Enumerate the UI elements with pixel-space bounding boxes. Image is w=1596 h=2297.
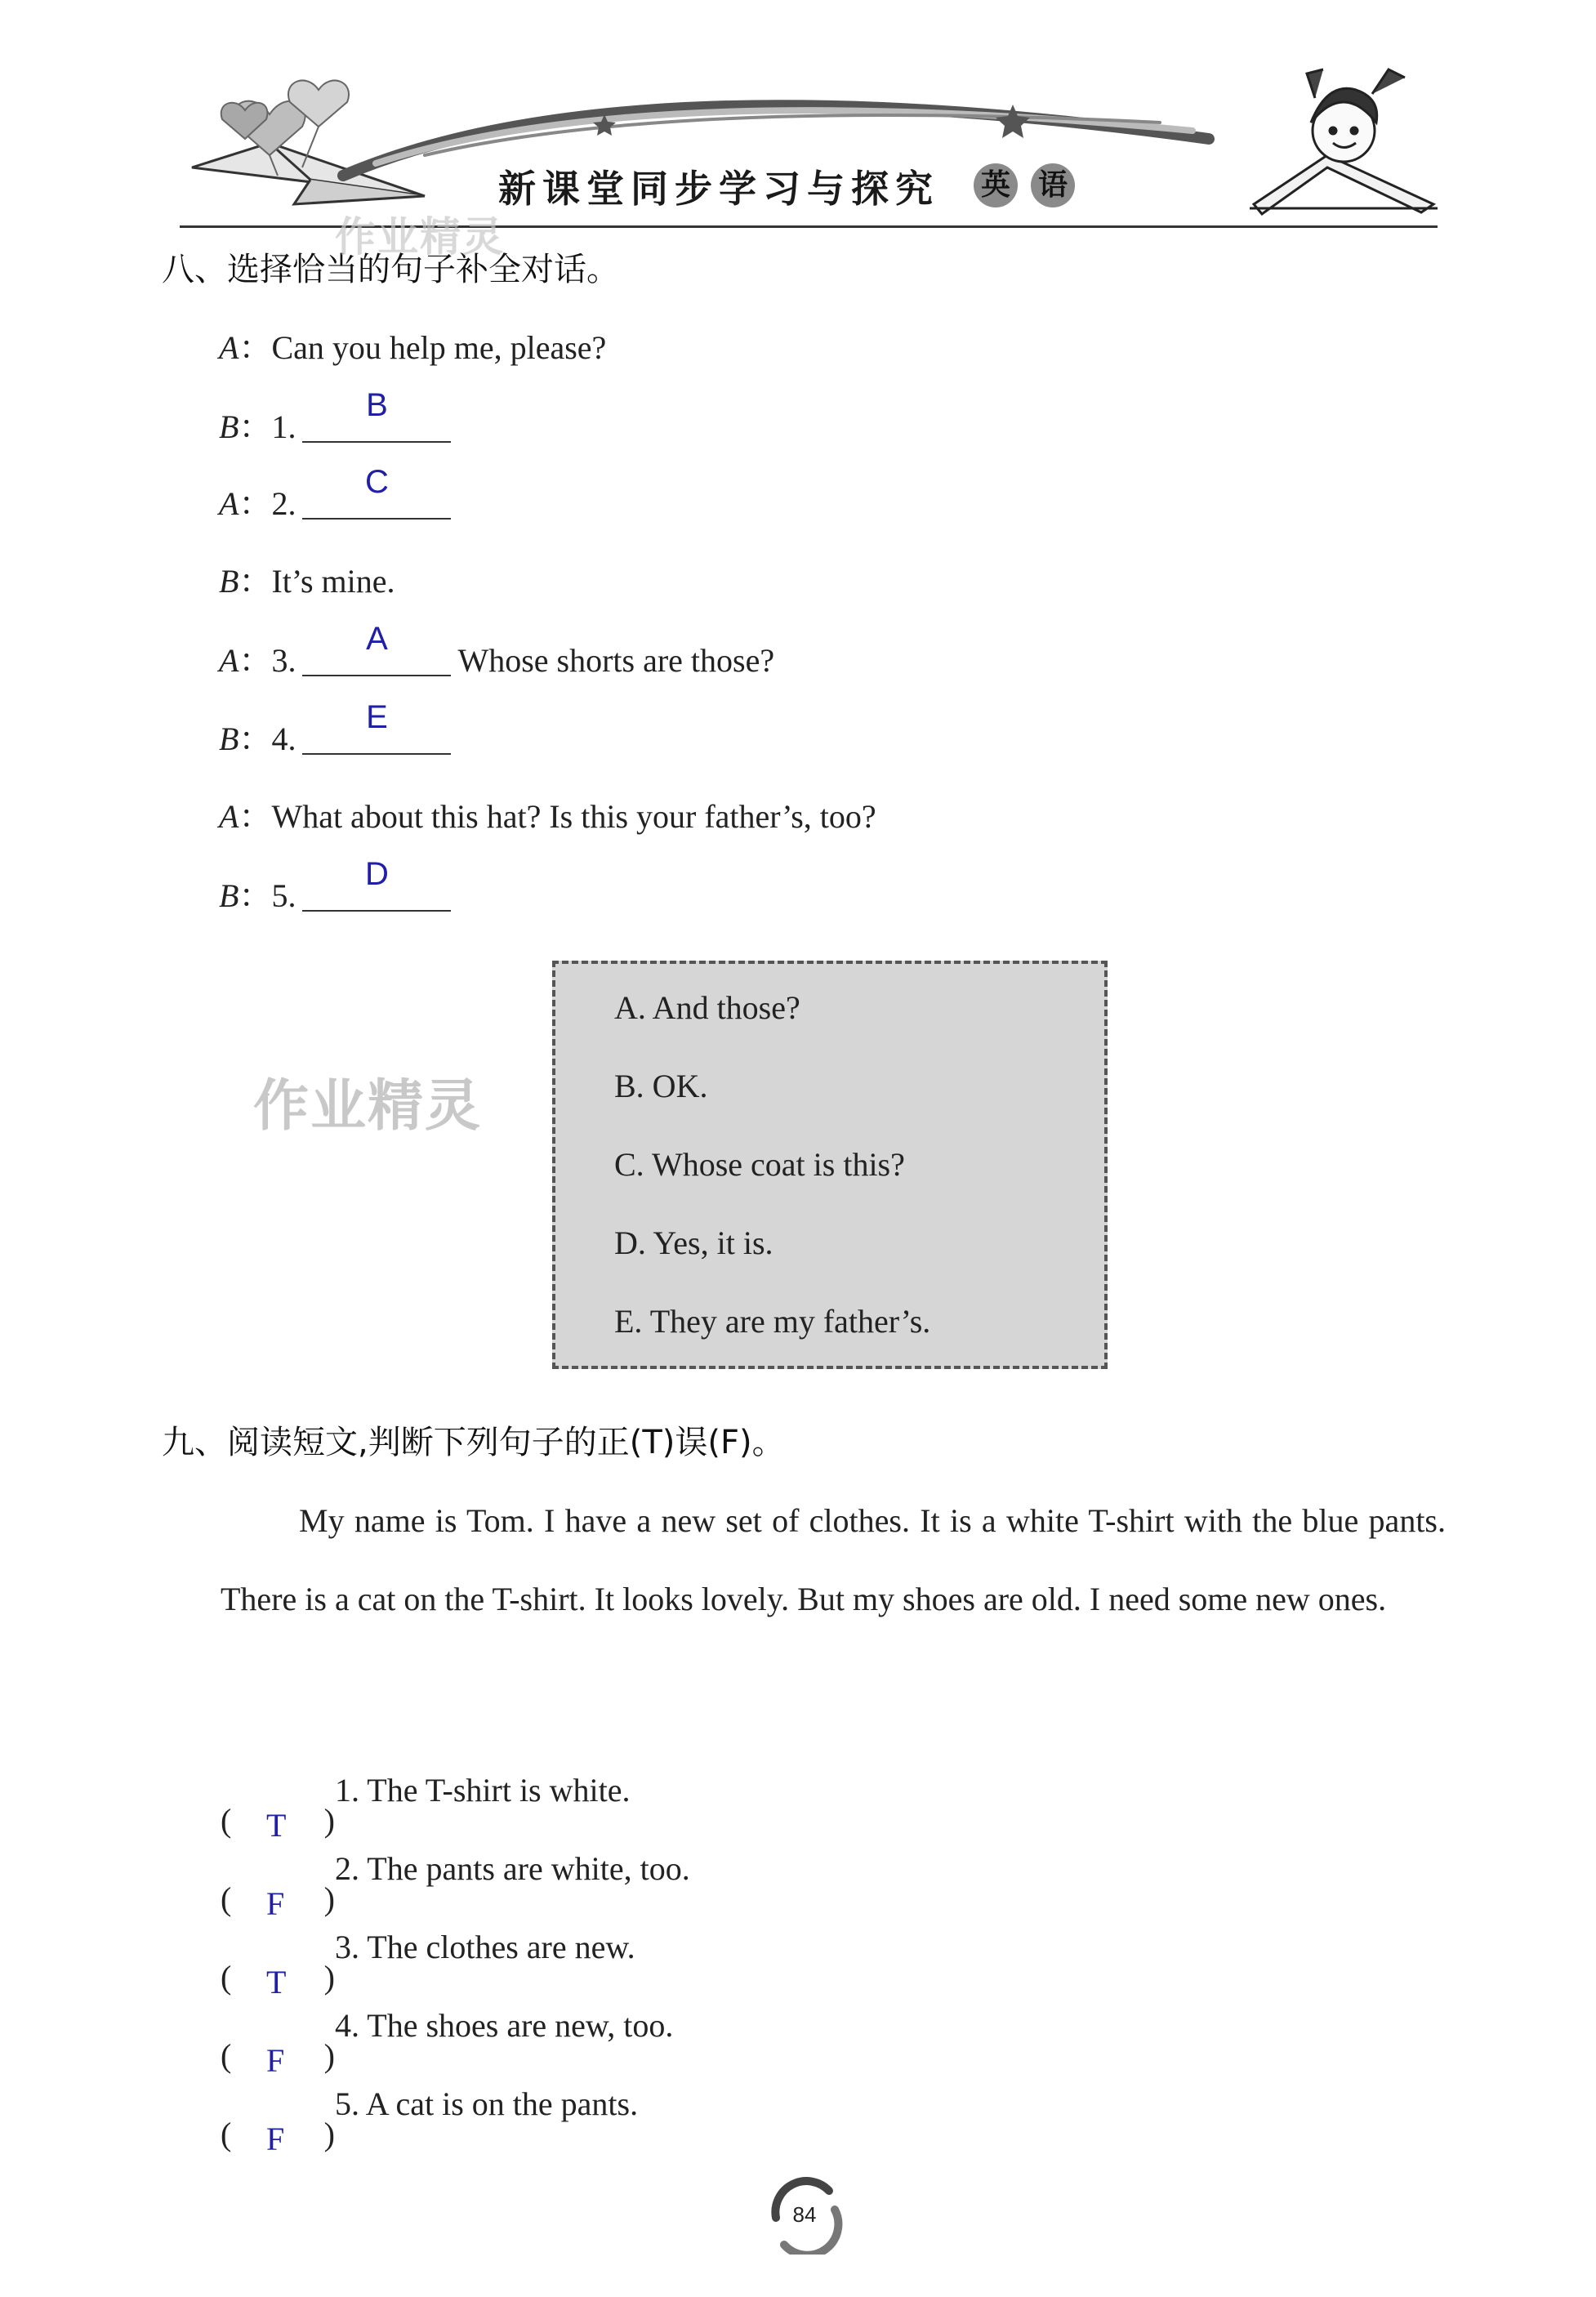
answer-mark: T — [266, 1807, 287, 1844]
page-header — [0, 0, 1596, 245]
dialogue-line: B：4. E — [219, 712, 457, 761]
speaker: B — [219, 720, 239, 757]
line-text: Whose shorts are those? — [457, 642, 775, 679]
line-text: It’s mine. — [271, 563, 395, 600]
true-false-item: ( F ) 2. The pants are white, too. — [221, 1850, 690, 1922]
option-item: D. Yes, it is. — [614, 1224, 773, 1261]
speaker: B — [219, 877, 239, 914]
item-number: 1. — [271, 408, 296, 445]
watermark: 作业精灵 — [253, 1074, 483, 1139]
reading-passage: My name is Tom. I have a new set of clothes. It is a white T-shirt with the blue pants. There is a cat on the T-shirt. It looks lovely. But my shoes are old. I need some new ones. — [221, 1502, 1446, 1617]
option-item: E. They are my father’s. — [614, 1303, 931, 1340]
answer-text: B — [366, 387, 388, 423]
speaker: B — [219, 563, 239, 600]
page-number — [760, 2173, 849, 2255]
item-number: 3. — [271, 642, 296, 679]
speaker: A — [219, 329, 239, 366]
line-text: What about this hat? Is this your father’s, too? — [271, 798, 876, 835]
girl-reading-icon — [1250, 69, 1438, 214]
dialogue-line: B：5. D — [219, 869, 457, 918]
item-number: 5. — [271, 877, 296, 914]
answer-mark: F — [266, 1885, 285, 1922]
answer-mark: T — [266, 1964, 287, 2000]
option-item: B. OK. — [614, 1068, 708, 1104]
dialogue-line: A：3. A Whose shorts are those? — [219, 621, 775, 679]
answer-blank[interactable] — [302, 387, 451, 443]
answer-blank[interactable] — [302, 464, 451, 520]
statement-text: 2. The pants are white, too. — [335, 1850, 690, 1887]
subject-badge: 英 — [974, 163, 1018, 207]
answer-blank[interactable] — [302, 621, 451, 676]
true-false-item: ( T ) 3. The clothes are new. — [221, 1929, 635, 2000]
answer-blank[interactable] — [302, 856, 451, 912]
statement-text: 5. A cat is on the pants. — [335, 2085, 639, 2122]
speaker: B — [219, 408, 239, 445]
true-false-item: ( F ) 4. The shoes are new, too. — [221, 2007, 674, 2079]
page-number-text: 84 — [792, 2202, 817, 2227]
line-text: Can you help me, please? — [271, 329, 607, 366]
true-false-item: ( F ) 5. A cat is on the pants. — [221, 2085, 639, 2157]
option-item: C. Whose coat is this? — [614, 1146, 905, 1183]
dialogue-line: B：It’s mine. — [219, 563, 395, 600]
answer-mark: F — [266, 2121, 285, 2157]
dialogue-line: A：What about this hat? Is this your father’s, too? — [219, 798, 876, 835]
statement-text: 4. The shoes are new, too. — [335, 2007, 674, 2044]
answer-mark: F — [266, 2042, 285, 2079]
answer-text: A — [366, 621, 388, 657]
speaker: A — [219, 485, 239, 522]
section-heading: 八、选择恰当的句子补全对话。 — [162, 251, 619, 288]
item-number: 2. — [271, 485, 296, 522]
options-box — [552, 961, 1108, 1369]
dialogue-line: A：2. C — [219, 477, 457, 526]
speaker: A — [219, 642, 239, 679]
option-item: A. And those? — [614, 989, 800, 1026]
book-title: 新课堂同步学习与探究 — [498, 167, 939, 211]
watermark: 作业精灵 — [335, 213, 505, 261]
dialogue-line: B：1. B — [219, 400, 457, 449]
statement-text: 3. The clothes are new. — [335, 1929, 635, 1965]
section-heading: 九、阅读短文,判断下列句子的正(T)误(F)。 — [162, 1424, 785, 1461]
true-false-item: ( T ) 1. The T-shirt is white. — [221, 1772, 631, 1844]
answer-text: E — [366, 699, 388, 735]
answer-text: D — [364, 856, 389, 892]
speaker: A — [219, 798, 239, 835]
dialogue-line: A：Can you help me, please? — [219, 329, 607, 366]
answer-blank[interactable] — [302, 699, 451, 755]
answer-text: C — [364, 464, 389, 500]
subject-badge: 语 — [1031, 163, 1075, 207]
statement-text: 1. The T-shirt is white. — [335, 1772, 631, 1809]
item-number: 4. — [271, 720, 296, 757]
